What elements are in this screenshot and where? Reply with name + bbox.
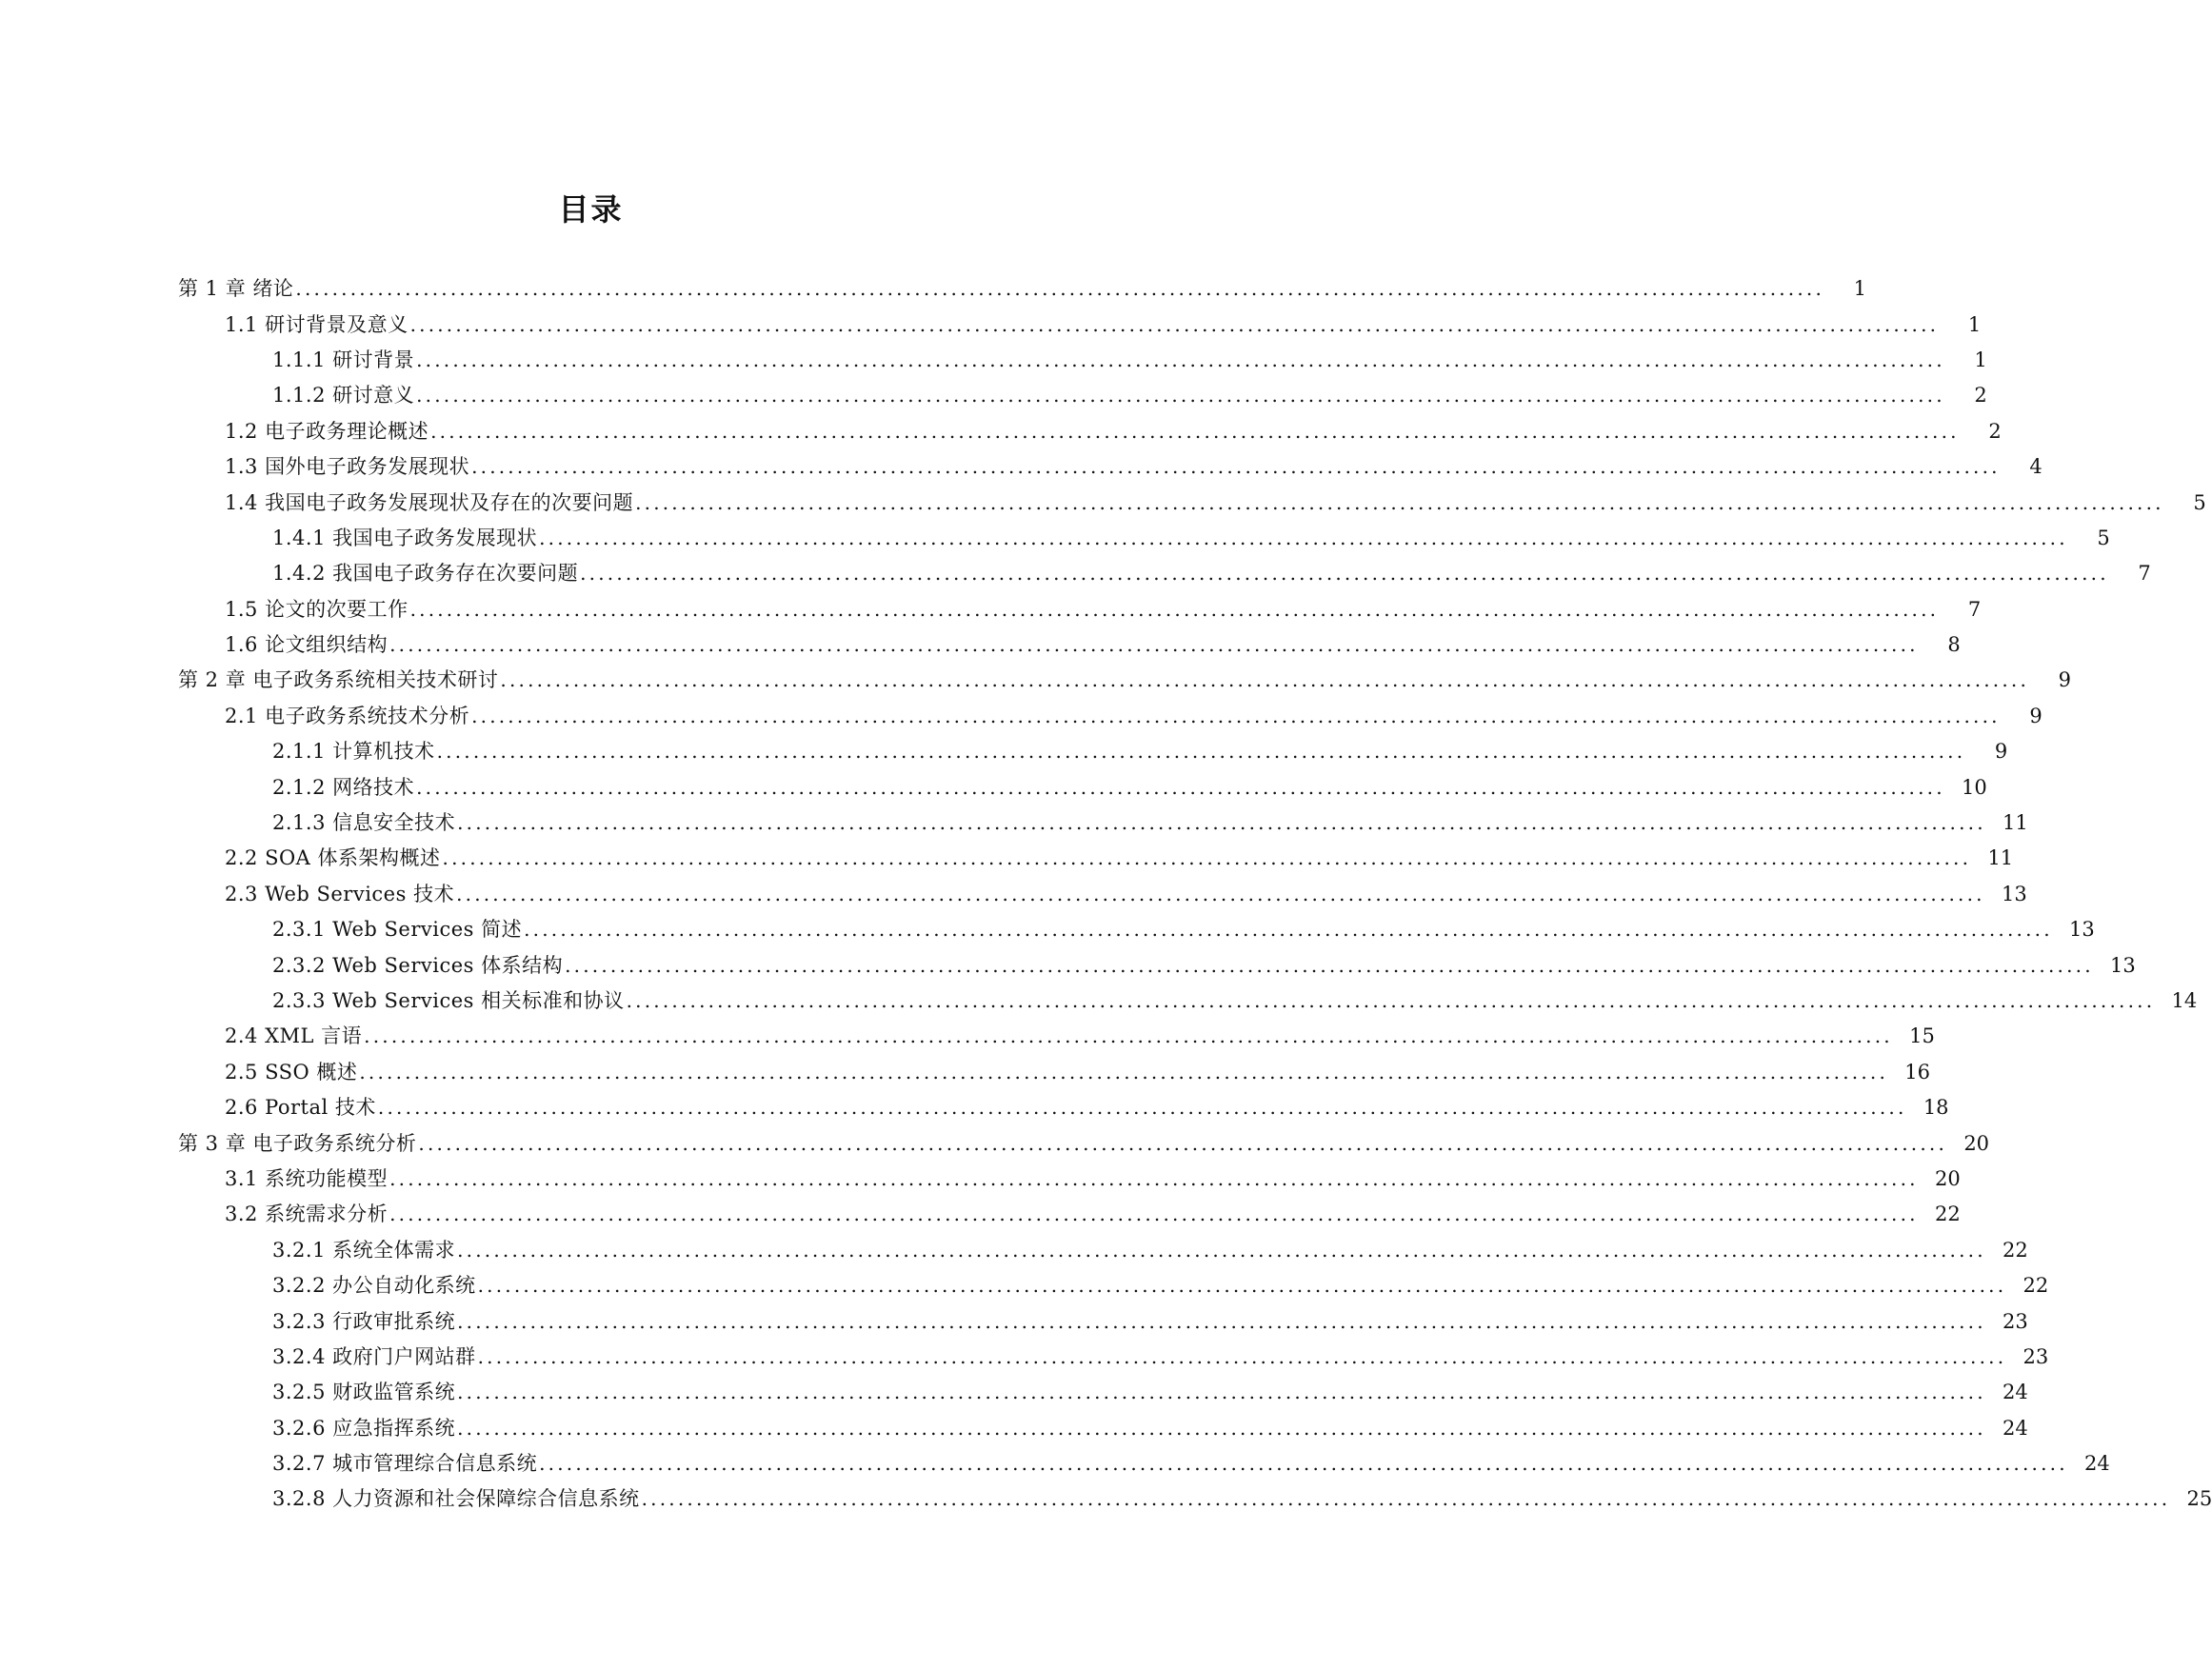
toc-dot-leader: ........................................................................................................................................................................ — [635, 490, 2164, 514]
toc-dot-leader: ........................................................................................................................................................................ — [295, 277, 1825, 301]
toc-entry-page-number: 20 — [1963, 1131, 1990, 1155]
toc-entry[interactable] — [0, 1055, 1931, 1090]
toc-entry[interactable] — [0, 1411, 2028, 1446]
toc-dot-leader: ........................................................................................................................................................................ — [524, 918, 2053, 942]
toc-dot-leader: ........................................................................................................................................................................ — [389, 1203, 1919, 1226]
toc-entry-page-number: 15 — [1909, 1024, 1935, 1048]
toc-entry[interactable] — [0, 1268, 2049, 1303]
toc-dot-leader: ........................................................................................................................................................................ — [389, 1166, 1919, 1190]
toc-entry-title: 2.1 电子政务系统技术分析 — [225, 704, 470, 727]
toc-dot-leader: ........................................................................................................................................................................ — [416, 384, 1945, 408]
toc-dot-leader: ........................................................................................................................................................................ — [539, 1452, 2068, 1476]
toc-dot-leader: ........................................................................................................................................................................ — [626, 989, 2156, 1012]
toc-entry[interactable] — [0, 1197, 1961, 1232]
toc-entry-page-number: 1 — [1974, 348, 1987, 371]
toc-entry-page-number: 24 — [2003, 1416, 2028, 1440]
toc-entry-title: 3.1 系统功能模型 — [225, 1166, 389, 1190]
toc-entry-title: 1.4 我国电子政务发展现状及存在的次要问题 — [225, 490, 634, 514]
toc-dot-leader: ........................................................................................................................................................................ — [456, 882, 1985, 905]
toc-entry[interactable] — [0, 699, 2043, 734]
toc-entry[interactable] — [0, 947, 2136, 983]
toc-entry-title: 2.3.1 Web Services 简述 — [272, 918, 523, 942]
toc-entry[interactable] — [0, 841, 2014, 876]
toc-entry-page-number: 11 — [2003, 811, 2028, 835]
toc-dot-leader: ........................................................................................................................................................................ — [471, 704, 2001, 727]
toc-entry[interactable] — [0, 592, 1982, 627]
toc-entry-title: 2.1.1 计算机技术 — [272, 740, 435, 764]
toc-entry-title: 1.4.1 我国电子政务发展现状 — [272, 526, 538, 549]
toc-entry[interactable] — [0, 805, 2028, 841]
toc-entry-page-number: 24 — [2003, 1381, 2028, 1404]
toc-entry-page-number: 9 — [2029, 704, 2043, 727]
toc-entry-page-number: 2 — [1974, 384, 1987, 408]
toc-entry[interactable] — [0, 521, 2110, 556]
toc-entry-title: 第 2 章 电子政务系统相关技术研讨 — [178, 668, 499, 692]
toc-entry[interactable] — [0, 877, 2027, 912]
toc-entry[interactable] — [0, 1446, 2110, 1481]
toc-dot-leader: ........................................................................................................................................................................ — [457, 1381, 1986, 1404]
toc-entry-title: 第 3 章 电子政务系统分析 — [178, 1131, 417, 1155]
toc-entry-page-number: 5 — [2193, 490, 2206, 514]
toc-entry[interactable] — [0, 414, 2002, 449]
toc-entry-page-number: 10 — [1962, 775, 1987, 799]
toc-entry-title: 3.2.3 行政审批系统 — [272, 1309, 456, 1333]
toc-entry-page-number: 13 — [2069, 918, 2095, 942]
toc-dot-leader: ........................................................................................................................................................................ — [565, 953, 2094, 977]
toc-entry[interactable] — [0, 1125, 1990, 1161]
toc-entry-page-number: 7 — [1967, 597, 1982, 621]
toc-dot-leader: ........................................................................................................................................................................ — [389, 633, 1919, 657]
toc-entry[interactable] — [0, 627, 1961, 663]
toc-dot-leader: ........................................................................................................................................................................ — [364, 1024, 1893, 1048]
toc-dot-leader: ........................................................................................................................................................................ — [457, 1309, 1986, 1333]
toc-entry-title: 2.1.3 信息安全技术 — [272, 811, 456, 835]
toc-entry[interactable] — [0, 485, 2206, 520]
page-title: 目录 — [558, 191, 624, 228]
toc-entry-title: 1.6 论文组织结构 — [225, 633, 389, 657]
toc-entry[interactable] — [0, 769, 1987, 805]
toc-entry-title: 1.1.2 研讨意义 — [272, 384, 415, 408]
toc-entry-page-number: 16 — [1904, 1060, 1931, 1084]
toc-entry-title: 2.2 SOA 体系架构概述 — [225, 846, 441, 870]
toc-entry-page-number: 22 — [2023, 1274, 2049, 1298]
toc-entry-page-number: 1 — [1967, 312, 1982, 336]
toc-entry-page-number: 8 — [1947, 633, 1961, 657]
toc-entry-page-number: 23 — [2003, 1309, 2028, 1333]
toc-dot-leader: ........................................................................................................................................................................ — [457, 1238, 1986, 1262]
toc-entry[interactable] — [0, 1090, 1949, 1125]
toc-dot-leader: ........................................................................................................................................................................ — [477, 1274, 2007, 1298]
toc-entry-page-number: 4 — [2029, 455, 2043, 479]
toc-dot-leader: ........................................................................................................................................................................ — [409, 597, 1940, 621]
toc-entry-title: 1.4.2 我国电子政务存在次要问题 — [272, 562, 579, 586]
toc-entry[interactable] — [0, 556, 2151, 591]
toc-entry-title: 2.3 Web Services 技术 — [225, 882, 455, 905]
toc-dot-leader: ........................................................................................................................................................................ — [471, 455, 2001, 479]
toc-entry[interactable] — [0, 663, 2072, 698]
toc-entry-title: 第 1 章 绪论 — [178, 277, 294, 301]
toc-entry-page-number: 13 — [2002, 882, 2027, 905]
toc-entry-page-number: 25 — [2186, 1487, 2212, 1511]
toc-entry-title: 3.2.1 系统全体需求 — [272, 1238, 456, 1262]
toc-dot-leader: ........................................................................................................................................................................ — [500, 668, 2030, 692]
toc-entry[interactable] — [0, 271, 1867, 307]
toc-dot-leader: ........................................................................................................................................................................ — [580, 562, 2109, 586]
toc-entry[interactable] — [0, 378, 1987, 413]
toc-entry-page-number: 9 — [2058, 668, 2072, 692]
toc-entry[interactable] — [0, 1233, 2028, 1268]
toc-entry-page-number: 13 — [2110, 953, 2136, 977]
toc-entry[interactable] — [0, 1340, 2049, 1375]
toc-entry-title: 1.1 研讨背景及意义 — [225, 312, 409, 336]
toc-entry[interactable] — [0, 1375, 2028, 1410]
toc-entry[interactable] — [0, 1019, 1935, 1054]
toc-entry-title: 1.1.1 研讨背景 — [272, 348, 415, 371]
toc-entry-page-number: 14 — [2171, 989, 2198, 1012]
toc-entry-title: 1.2 电子政务理论概述 — [225, 419, 429, 443]
toc-entry[interactable] — [0, 984, 2198, 1019]
toc-entry[interactable] — [0, 1162, 1961, 1197]
toc-entry[interactable] — [0, 912, 2095, 947]
toc-entry-title: 2.5 SSO 概述 — [225, 1060, 358, 1084]
toc-entry-title: 3.2 系统需求分析 — [225, 1203, 389, 1226]
toc-dot-leader: ........................................................................................................................................................................ — [457, 811, 1986, 835]
toc-entry-page-number: 22 — [2003, 1238, 2028, 1262]
toc-entry-page-number: 5 — [2097, 526, 2110, 549]
toc-entry-page-number: 7 — [2138, 562, 2151, 586]
toc-entry-page-number: 20 — [1935, 1166, 1961, 1190]
toc-entry-page-number: 9 — [1994, 740, 2008, 764]
toc-entry-page-number: 11 — [1987, 846, 2014, 870]
toc-entry[interactable] — [0, 1481, 2212, 1517]
toc-dot-leader: ........................................................................................................................................................................ — [416, 775, 1945, 799]
toc-entry-title: 3.2.8 人力资源和社会保障综合信息系统 — [272, 1487, 640, 1511]
toc-entry[interactable] — [0, 1303, 2028, 1339]
toc-entry[interactable] — [0, 734, 2008, 769]
toc-entry-page-number: 22 — [1935, 1203, 1961, 1226]
toc-entry-title: 2.3.3 Web Services 相关标准和协议 — [272, 989, 625, 1012]
toc-entry[interactable] — [0, 307, 1982, 342]
toc-dot-leader: ........................................................................................................................................................................ — [409, 312, 1940, 336]
toc-dot-leader: ........................................................................................................................................................................ — [442, 846, 1972, 870]
toc-dot-leader: ........................................................................................................................................................................ — [416, 348, 1945, 371]
toc-dot-leader: ........................................................................................................................................................................ — [539, 526, 2068, 549]
toc-dot-leader: ........................................................................................................................................................................ — [377, 1096, 1907, 1120]
toc-entry-title: 1.3 国外电子政务发展现状 — [225, 455, 470, 479]
toc-entry-page-number: 18 — [1923, 1096, 1949, 1120]
toc-entry-page-number: 2 — [1988, 419, 2002, 443]
toc-entry[interactable] — [0, 343, 1987, 378]
toc-entry-page-number: 24 — [2084, 1452, 2110, 1476]
toc-dot-leader: ........................................................................................................................................................................ — [641, 1487, 2171, 1511]
toc-entry-page-number: 1 — [1853, 277, 1867, 301]
toc-dot-leader: ........................................................................................................................................................................ — [359, 1060, 1889, 1084]
toc-entry-title: 2.1.2 网络技术 — [272, 775, 415, 799]
table-of-contents — [0, 271, 2212, 1518]
toc-entry-title: 3.2.5 财政监管系统 — [272, 1381, 456, 1404]
toc-dot-leader: ........................................................................................................................................................................ — [418, 1131, 1948, 1155]
toc-dot-leader: ........................................................................................................................................................................ — [457, 1416, 1986, 1440]
toc-entry-title: 2.4 XML 言语 — [225, 1024, 363, 1048]
toc-dot-leader: ........................................................................................................................................................................ — [430, 419, 1960, 443]
toc-entry-title: 3.2.4 政府门户网站群 — [272, 1344, 476, 1368]
toc-dot-leader: ........................................................................................................................................................................ — [477, 1344, 2007, 1368]
toc-entry-title: 2.6 Portal 技术 — [225, 1096, 376, 1120]
toc-entry-title: 3.2.6 应急指挥系统 — [272, 1416, 456, 1440]
toc-entry-title: 3.2.7 城市管理综合信息系统 — [272, 1452, 538, 1476]
toc-dot-leader: ........................................................................................................................................................................ — [436, 740, 1966, 764]
toc-entry-page-number: 23 — [2023, 1344, 2049, 1368]
toc-entry[interactable] — [0, 449, 2043, 485]
toc-entry-title: 2.3.2 Web Services 体系结构 — [272, 953, 564, 977]
toc-entry-title: 1.5 论文的次要工作 — [225, 597, 409, 621]
toc-entry-title: 3.2.2 办公自动化系统 — [272, 1274, 476, 1298]
